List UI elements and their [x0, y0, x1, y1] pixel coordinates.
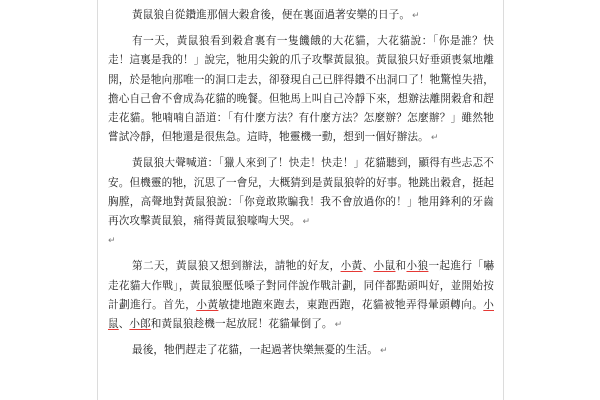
text-run: 敏捷地跑來跑去，東跑西跑，花貓被牠弄得暈頭轉向。 [218, 298, 484, 311]
blank-paragraph [108, 232, 494, 251]
paragraph-mark-icon: ↵ [302, 217, 311, 228]
text-run: 、 [362, 260, 374, 273]
paragraph [108, 32, 494, 148]
text-run: 黃鼠狼大聲喊道：「獵人來到了！快走！快走！」花貓聽到，顯得有些忐忑不安。但機靈的牠，沉思了一會兒，大概猜到是黃鼠狼幹的好事。牠跳出穀倉，挺起胸膛，高聲地對黃鼠狼說：「你竟敢欺騙我！我不會放過你的！」牠用鋒利的牙齒再次攻擊黃鼠狼，痛得黃鼠狼嚎啕大哭。 [108, 157, 494, 228]
text-run: 和黃鼠狼趁機一起放屁！花貓暈倒了。 [150, 318, 333, 331]
underlined-name: 小鼠 [108, 298, 494, 331]
text-run: 第二天，黃鼠狼又想到辦法，請牠的好友， [132, 260, 341, 273]
left-margin-guide [97, 0, 98, 400]
paragraph-mark-icon: ↵ [334, 320, 343, 331]
text-run: 、 [118, 318, 130, 331]
document-body[interactable] [108, 6, 494, 361]
text-run: 有一天，黃鼠狼看到穀倉裏有一隻饑餓的大花貓，大花貓說：「你是誰？快走！這裏是我的！」說完，牠用尖銳的爪子攻擊黃鼠狼。黃鼠狼只好垂頭喪氣地離開，於是牠向那唯一的洞口走去，卻發現自己已胖得鑽不出洞口了！牠驚惶失措，擔心自己會不會成為花貓的晚餐。但牠馬上叫自己冷靜下來，想辦法離開穀倉和趕走花貓。牠喃喃自語道：「有什麼方法？有什麼方法？怎麼辦？怎麼辦？」雖然牠嘗試冷靜，但牠還是很焦急。這時，牠靈機一動，想到一個好辦法。 [108, 35, 494, 144]
paragraph [108, 341, 494, 361]
paragraph [108, 154, 494, 232]
text-run: 黃鼠狼自從鑽進那個大穀倉後，便在裏面過著安樂的日子。 [132, 9, 411, 21]
underlined-name: 小黃 [196, 298, 219, 311]
text-run: 和 [395, 260, 407, 273]
right-margin-guide [503, 0, 504, 400]
underlined-name: 小郎 [129, 318, 151, 331]
paragraph [108, 6, 494, 26]
text-run: 一起進行「嚇走花貓大作戰」，黃鼠狼壓低嗓子對同伴說作戰計劃，同伴都點頭叫好，並開始按計劃進行。首先， [108, 260, 495, 311]
paragraph-mark-icon: ↵ [430, 133, 439, 144]
text-run: 最後，牠們趕走了花貓，一起過著快樂無憂的生活。 [132, 344, 378, 357]
underlined-name: 小鼠 [373, 260, 396, 273]
underlined-name: 小狼 [406, 260, 429, 273]
paragraph-mark-icon: ↵ [108, 236, 116, 247]
paragraph-mark-icon: ↵ [379, 346, 388, 357]
paragraph [108, 257, 494, 335]
paragraph-mark-icon: ↵ [412, 11, 420, 21]
underlined-name: 小黃 [340, 260, 363, 273]
